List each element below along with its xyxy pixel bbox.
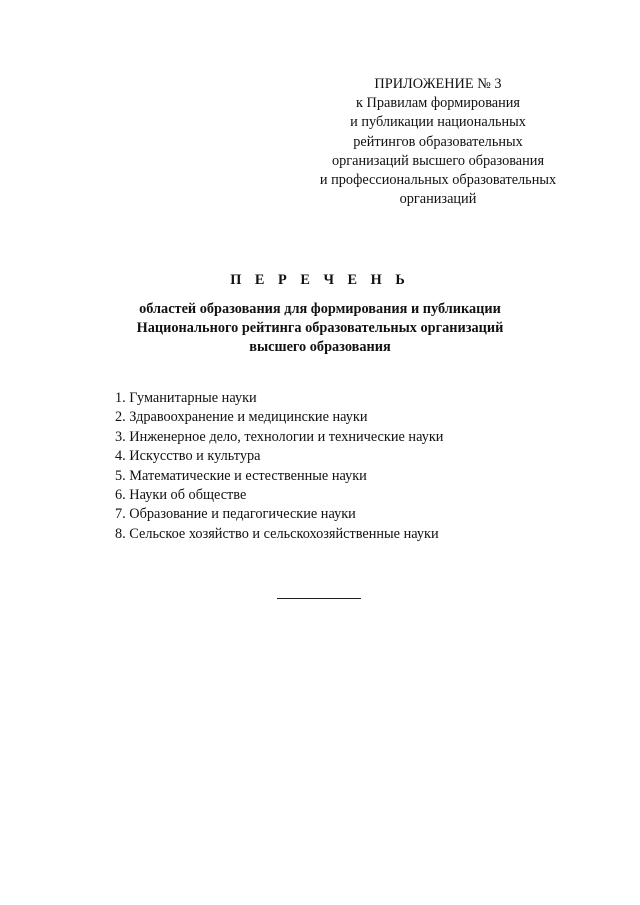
- subtitle-line: высшего образования: [249, 339, 391, 355]
- subtitle-line: областей образования для формирования и публикации: [139, 301, 501, 317]
- education-areas-list: [115, 389, 595, 544]
- appendix-header-line: организаций высшего образования: [331, 152, 545, 169]
- appendix-header-line: и публикации национальных: [350, 114, 526, 131]
- list-item: 2. Здравоохранение и медицинские науки: [115, 409, 368, 426]
- appendix-header-line: к Правилам формирования: [356, 95, 520, 112]
- list-item: 6. Науки об обществе: [115, 487, 247, 504]
- list-item: 3. Инженерное дело, технологии и технические науки: [115, 428, 444, 445]
- appendix-header-line: ПРИЛОЖЕНИЕ № 3: [374, 76, 502, 92]
- document-subtitle: [40, 300, 600, 357]
- appendix-header-line: и профессиональных образовательных: [319, 172, 557, 189]
- title-block: [40, 270, 600, 357]
- appendix-header-line: рейтингов образовательных: [353, 133, 523, 150]
- document-title: П Е Р Е Ч Е Н Ь: [230, 272, 410, 288]
- list-item: 5. Математические и естественные науки: [115, 467, 367, 484]
- list-item: 8. Сельское хозяйство и сельскохозяйственные науки: [115, 525, 439, 542]
- list-item: 1. Гуманитарные науки: [115, 390, 257, 406]
- list-item: 4. Искусство и культура: [115, 448, 261, 465]
- appendix-header-line: организаций: [399, 191, 477, 208]
- subtitle-line: Национального рейтинга образовательных организаций: [136, 320, 504, 336]
- end-divider: [277, 598, 361, 599]
- list-item: 7. Образование и педагогические науки: [115, 506, 356, 523]
- appendix-header: [300, 75, 576, 209]
